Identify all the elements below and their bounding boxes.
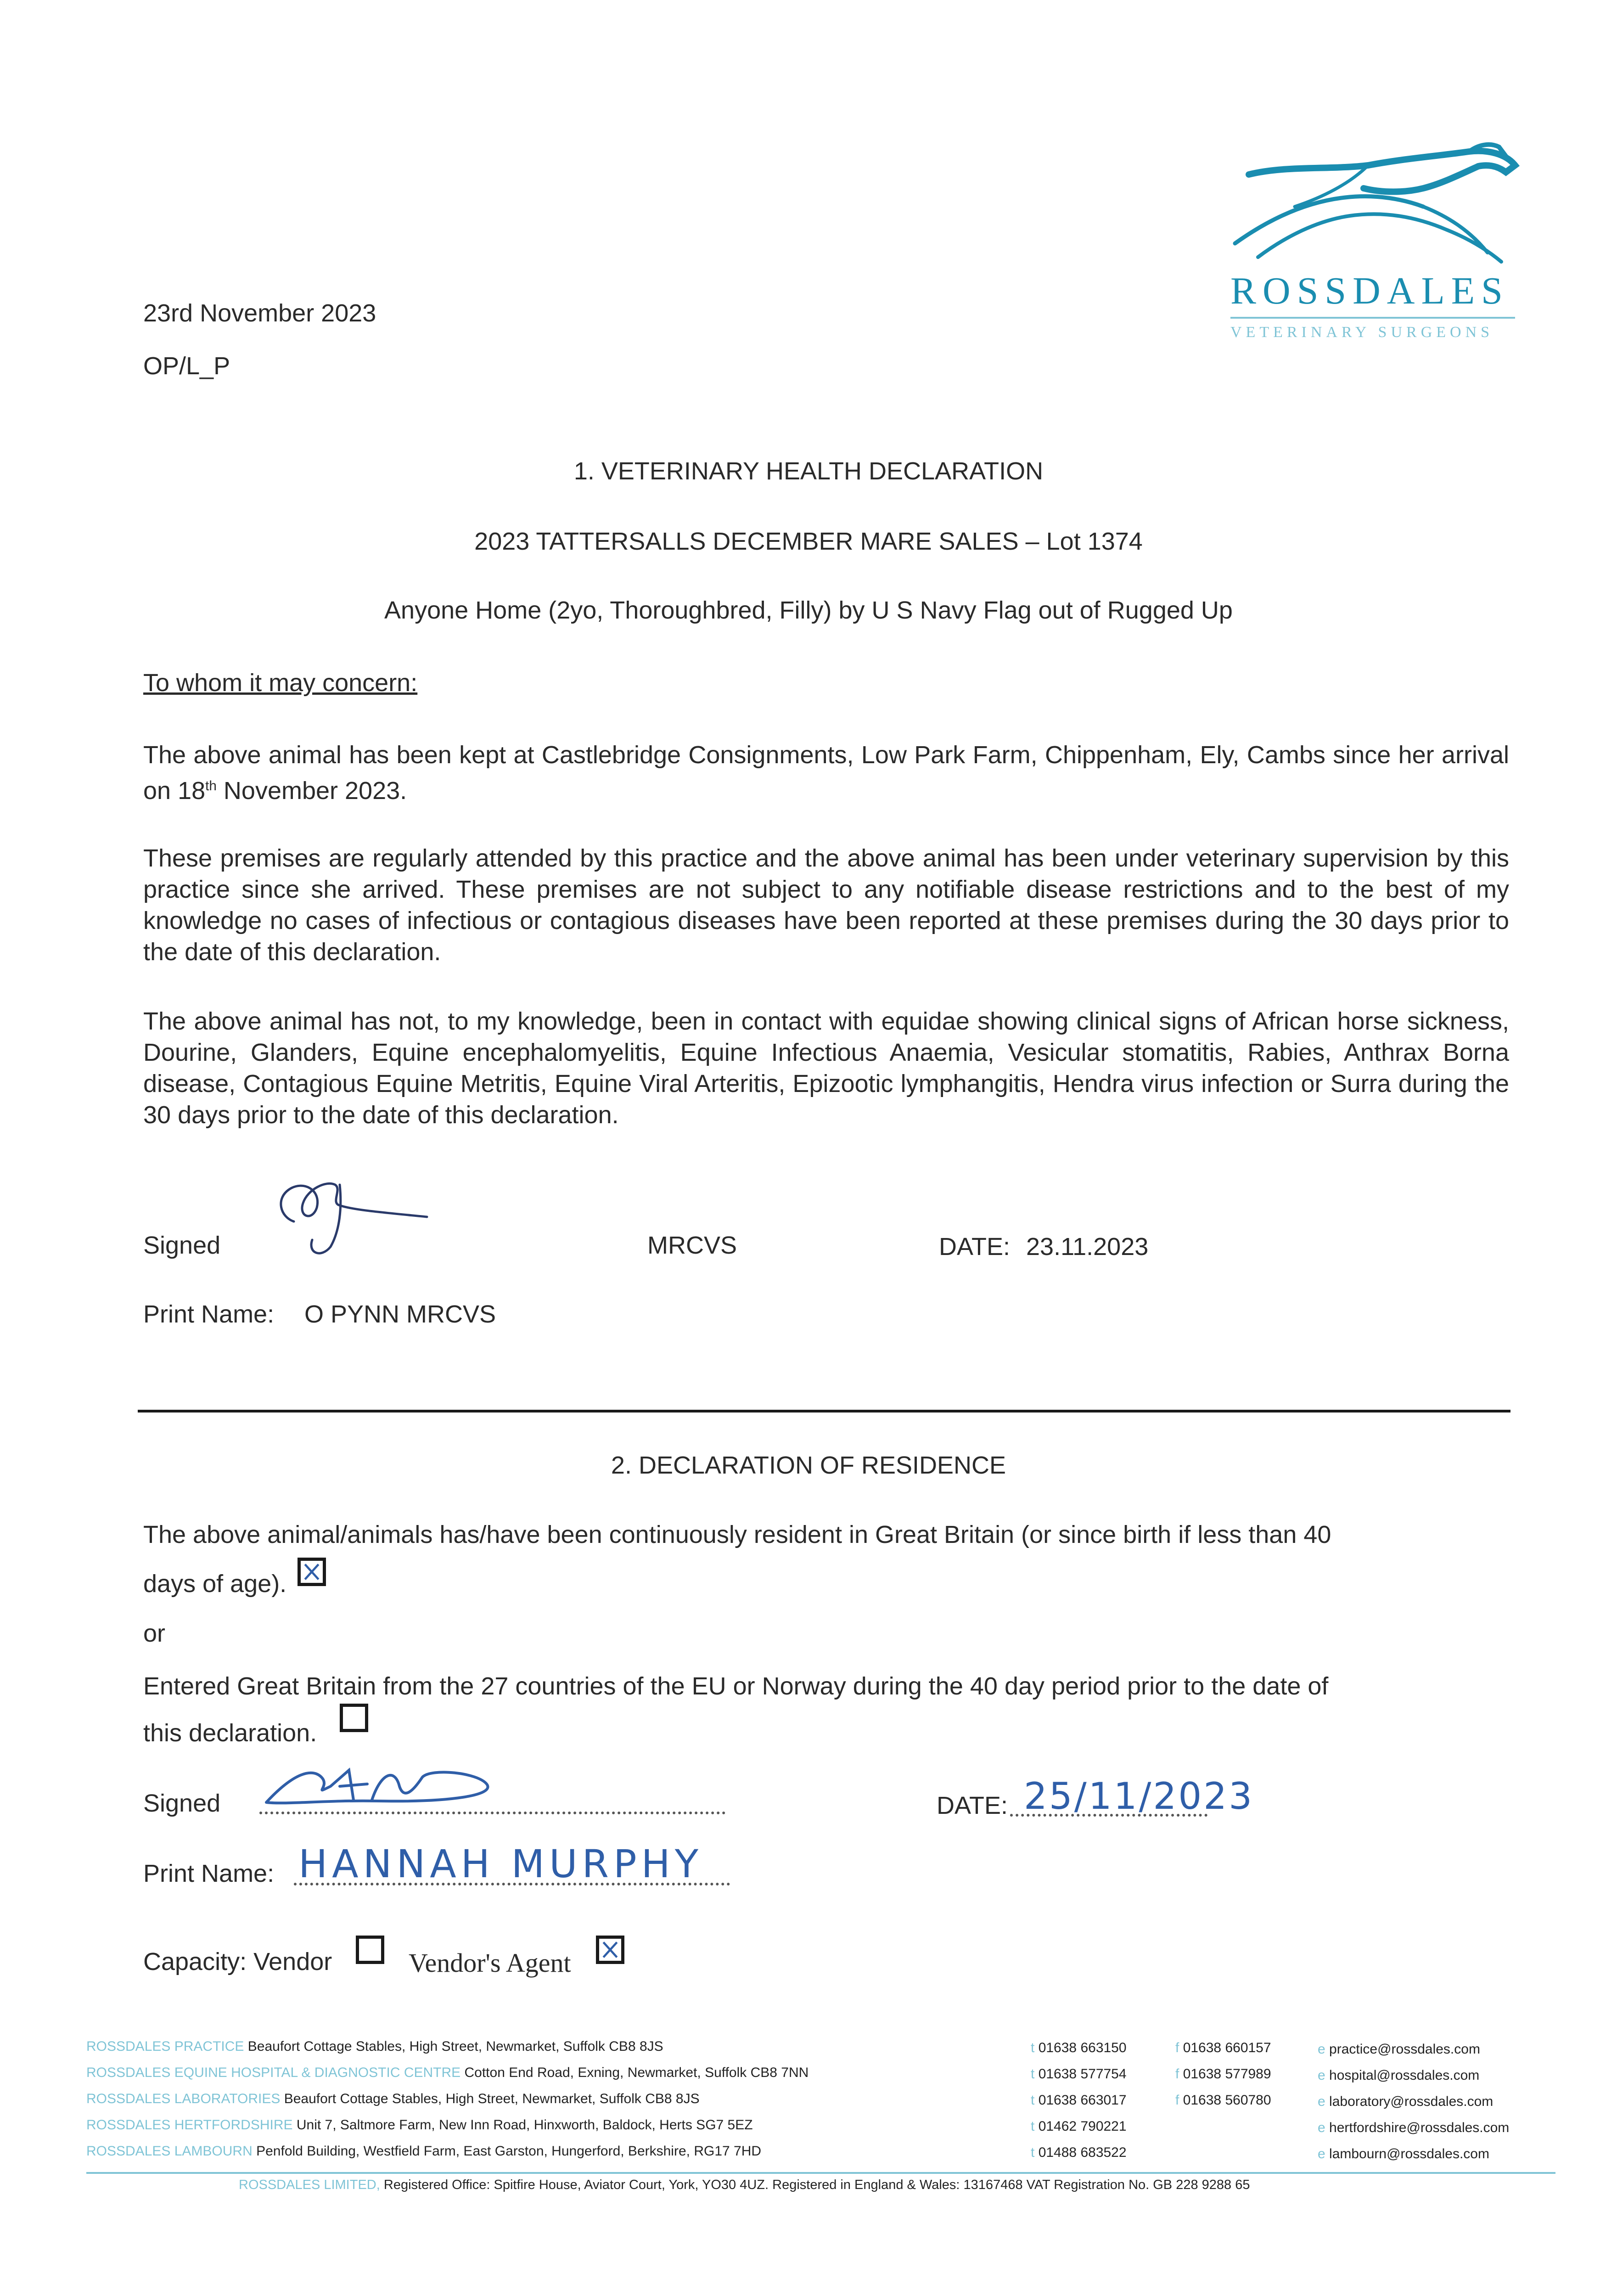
footer-tel: t 01638 663017 xyxy=(1031,2093,1127,2108)
option1-text-a: The above animal/animals has/have been continuously resident in Great Britain (or since birth if less than 40 xyxy=(143,1521,1331,1548)
agent-print-value: HANNAH MURPHY xyxy=(298,1841,703,1886)
vet-date-label: DATE: xyxy=(939,1233,1011,1261)
footer-fax: f 01638 577989 xyxy=(1175,2066,1271,2082)
sale-title: 2023 TATTERSALLS DECEMBER MARE SALES – Lot 1374 xyxy=(474,528,1143,555)
footer-office-address: Beaufort Cottage Stables, High Street, Newmarket, Suffolk CB8 8JS xyxy=(284,2091,700,2106)
footer-row xyxy=(86,2039,663,2054)
footer-row xyxy=(86,2091,700,2107)
footer-email[interactable]: e laboratory@rossdales.com xyxy=(1318,2094,1493,2109)
footer-office-label: ROSSDALES HERTFORDSHIRE xyxy=(86,2117,293,2133)
section2-title: 2. DECLARATION OF RESIDENCE xyxy=(611,1452,1006,1479)
vet-date-value: 23.11.2023 xyxy=(1026,1233,1149,1261)
footer-divider xyxy=(86,2172,1555,2174)
footer-tel: t 01638 577754 xyxy=(1031,2066,1127,2082)
footer-email[interactable]: e practice@rossdales.com xyxy=(1318,2042,1480,2057)
agent-date-value: 25/11/2023 xyxy=(1024,1775,1254,1818)
agent-signed-label: Signed xyxy=(143,1790,221,1817)
vet-print-value: O PYNN MRCVS xyxy=(304,1300,496,1328)
footer-tel: t 01488 683522 xyxy=(1031,2145,1127,2160)
paragraph-2: These premises are regularly attended by this practice and the above animal has been under veterinary supervision by this practice since she arrived. These premises are not subject to any notifiable disease restrictions and to the best of my knowledge no cases of infectious or contagious diseases have been reported at these premises during the 30 days prior to the date of this declaration. xyxy=(143,844,1509,966)
rossdales-logo xyxy=(1212,138,1533,358)
agent-signature xyxy=(257,1759,496,1814)
section-divider xyxy=(138,1410,1510,1412)
option1-checkbox[interactable] xyxy=(298,1558,326,1586)
option2-text-a: Entered Great Britain from the 27 countries of the EU or Norway during the 40 day period prior to the date of xyxy=(143,1672,1329,1700)
logo-name: ROSSDALES xyxy=(1230,270,1509,312)
section1-title: 1. VETERINARY HEALTH DECLARATION xyxy=(573,457,1044,485)
footer-email[interactable]: e hertfordshire@rossdales.com xyxy=(1318,2120,1510,2135)
footer-tel: t 01462 790221 xyxy=(1031,2119,1127,2134)
footer-office-label: ROSSDALES EQUINE HOSPITAL & DIAGNOSTIC CENTRE xyxy=(86,2065,461,2080)
footer-email[interactable]: e lambourn@rossdales.com xyxy=(1318,2146,1489,2161)
signed-label: Signed xyxy=(143,1232,221,1259)
letter-date: 23rd November 2023 xyxy=(143,299,376,327)
footer-registration: ROSSDALES LIMITED, Registered Office: Spitfire House, Aviator Court, York, YO30 4UZ. Registered in England & Wales: 13167468 VAT Registration No. GB 228 9288 65 xyxy=(239,2178,1250,2192)
option2-text-b: this declaration. xyxy=(143,1719,317,1747)
footer-row xyxy=(86,2144,761,2159)
salutation: To whom it may concern: xyxy=(143,669,418,697)
horse-description: Anyone Home (2yo, Thoroughbred, Filly) by U S Navy Flag out of Rugged Up xyxy=(384,597,1233,624)
footer-tel: t 01638 663150 xyxy=(1031,2040,1127,2055)
footer-office-address: Cotton End Road, Exning, Newmarket, Suffolk CB8 7NN xyxy=(464,2065,809,2080)
vendor-checkbox[interactable] xyxy=(356,1936,384,1964)
footer-office-label: ROSSDALES LAMBOURN xyxy=(86,2144,253,2159)
footer-office-address: Penfold Building, Westfield Farm, East Garston, Hungerford, Berkshire, RG17 7HD xyxy=(256,2144,762,2159)
logo-tagline: VETERINARY SURGEONS xyxy=(1230,324,1494,341)
paragraph-1: The above animal has been kept at Castlebridge Consignments, Low Park Farm, Chippenham, Ely, Cambs since her arrival on 18th November 2023. xyxy=(143,741,1509,805)
agent-date-label: DATE: xyxy=(937,1792,1008,1819)
footer-office-address: Unit 7, Saltmore Farm, New Inn Road, Hinxworth, Baldock, Herts SG7 5EZ xyxy=(296,2117,753,2133)
option1-text-b: days of age). xyxy=(143,1570,287,1598)
or-label: or xyxy=(143,1620,166,1647)
vet-signature xyxy=(262,1166,436,1258)
option2-checkbox[interactable] xyxy=(340,1704,368,1732)
vendor-agent-checkbox[interactable] xyxy=(596,1936,624,1964)
vet-print-label: Print Name: xyxy=(143,1300,275,1328)
agent-print-label: Print Name: xyxy=(143,1860,275,1887)
footer-fax: f 01638 560780 xyxy=(1175,2093,1271,2108)
capacity-label: Capacity: Vendor xyxy=(143,1948,332,1975)
footer-row xyxy=(86,2117,753,2133)
footer-email[interactable]: e hospital@rossdales.com xyxy=(1318,2068,1480,2083)
footer-row xyxy=(86,2065,808,2081)
footer-office-label: ROSSDALES PRACTICE xyxy=(86,2039,244,2054)
footer-fax: f 01638 660157 xyxy=(1175,2040,1271,2055)
footer-office-address: Beaufort Cottage Stables, High Street, Newmarket, Suffolk CB8 8JS xyxy=(247,2039,663,2054)
mrcvs-label: MRCVS xyxy=(647,1232,737,1259)
horse-logo-icon xyxy=(1230,138,1524,271)
vendor-agent-label: Vendor's Agent xyxy=(409,1948,571,1978)
footer-office-label: ROSSDALES LABORATORIES xyxy=(86,2091,281,2106)
paragraph-3: The above animal has not, to my knowledge, been in contact with equidae showing clinical signs of African horse sickness, Dourine, Glanders, Equine encephalomyelitis, Equine Infectious Anaemia, Vesicular stomatitis, Rabies, Anthrax Borna disease, Contagious Equine Metritis, Equine Viral Arteritis, Epizootic lymphangitis, Hendra virus infection or Surra during the 30 days prior to the date of this declaration. xyxy=(143,1007,1509,1129)
reference: OP/L_P xyxy=(143,352,230,380)
